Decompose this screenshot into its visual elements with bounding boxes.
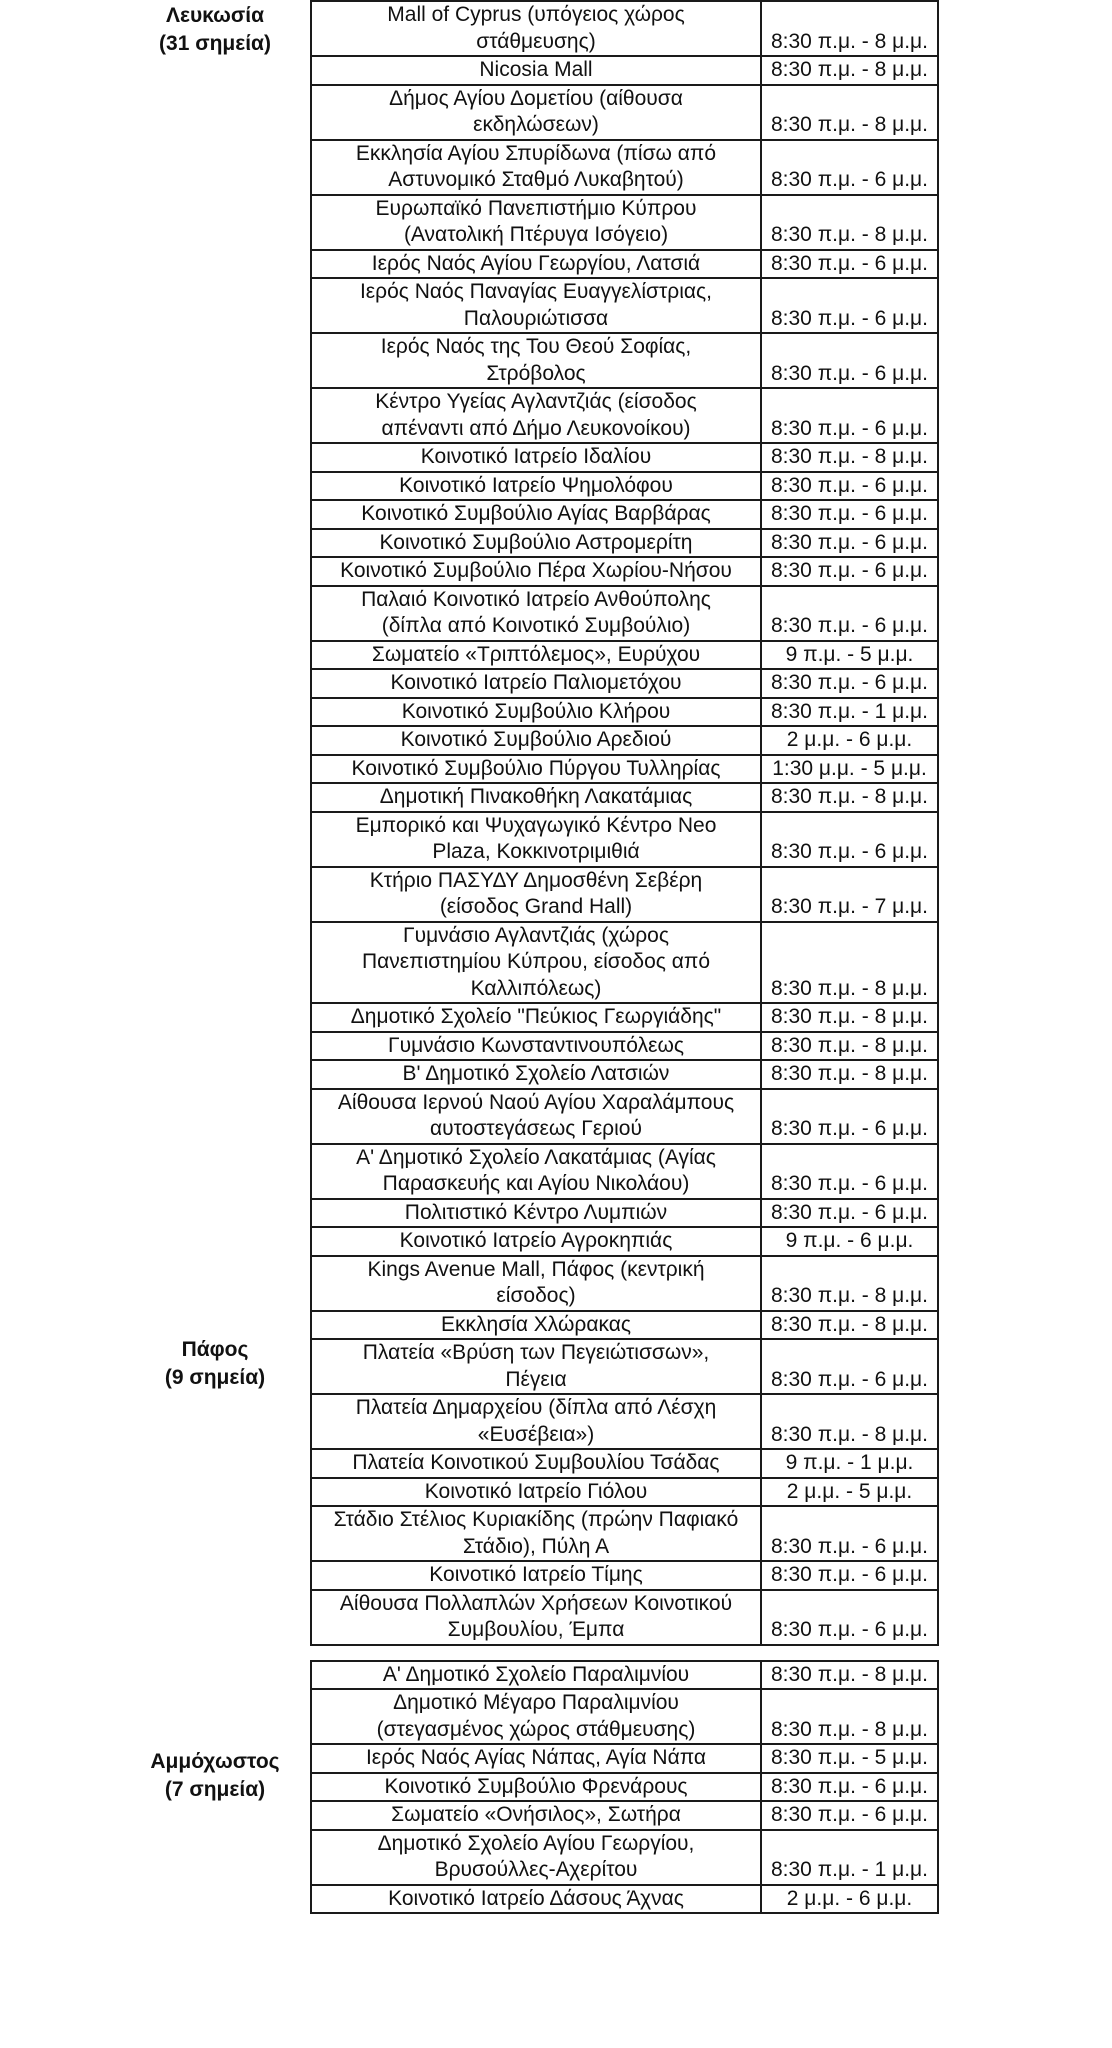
hours-cell: 8:30 π.μ. - 8 μ.μ. [761,443,938,472]
location-cell [311,1661,761,1690]
hours-cell: 8:30 π.μ. - 6 μ.μ. [761,529,938,558]
location-cell [311,1449,761,1478]
hours-cell: 8:30 π.μ. - 1 μ.μ. [761,698,938,727]
table-row [311,1060,938,1089]
location-line: Ιερός Ναός της Του Θεού Σοφίας, [380,335,692,358]
table-row [311,278,938,333]
location-line: Παλουριώτισσα [463,306,609,330]
location-line: Πολιτιστικό Κέντρο Λυμπιών [404,1200,668,1224]
location-cell [311,1561,761,1590]
location-cell [311,1744,761,1773]
table-row [311,1744,938,1773]
location-cell [311,529,761,558]
table-row [311,1256,938,1311]
location-cell [311,443,761,472]
table-row [311,783,938,812]
hours-cell: 8:30 π.μ. - 6 μ.μ. [761,1590,938,1645]
location-line: Παρασκευής και Αγίου Νικολάου) [382,1172,690,1195]
schedule-rows [311,1,938,1913]
region-count: (9 σημεία) [164,1366,266,1389]
location-line: εκδηλώσεων) [473,113,599,136]
location-line: Πλατεία «Βρύση των Πεγειώτισσων», [362,1341,710,1364]
location-cell [311,1144,761,1199]
table-row [311,1394,938,1449]
location-line: Κοινοτικό Ιατρείο Δάσους Άχνας [388,1886,684,1910]
hours-cell: 8:30 π.μ. - 8 μ.μ. [761,783,938,812]
location-line: Κοινοτικό Ιατρείο Ψημολόφου [399,473,673,497]
location-line: Κτήριο ΠΑΣΥΔΥ Δημοσθένη Σεβέρη [369,868,703,892]
table-row [311,195,938,250]
location-cell [311,1256,761,1311]
location-line: Γυμνάσιο Κωνσταντινουπόλεως [388,1033,684,1057]
location-line: αυτοστεγάσεως Γεριού [430,1117,642,1140]
location-line: «Ευσέβεια») [477,1422,595,1446]
location-cell [311,56,761,85]
hours-cell: 8:30 π.μ. - 8 μ.μ. [761,85,938,140]
location-line: Εκκλησία Αγίου Σπυρίδωνα (πίσω από [355,141,717,165]
table-row [311,1144,938,1199]
hours-cell: 8:30 π.μ. - 6 μ.μ. [761,586,938,641]
location-line: Καλλιπόλεως) [470,976,602,1000]
location-line: Δημοτικό Μέγαρο Παραλιμνίου [393,1691,679,1714]
location-line: Κοινοτικό Συμβούλιο Αρεδιού [400,728,672,751]
table-row [311,1478,938,1507]
hours-cell: 8:30 π.μ. - 6 μ.μ. [761,472,938,501]
location-cell [311,1,761,56]
location-cell [311,755,761,784]
location-cell [311,140,761,195]
location-line: Κοινοτικό Ιατρείο Τίμης [429,1563,643,1586]
location-line: Κοινοτικό Ιατρείο Παλιομετόχου [390,671,682,694]
hours-cell: 2 μ.μ. - 5 μ.μ. [761,1478,938,1507]
location-line: Κοινοτικό Ιατρείο Αγροκηπιάς [399,1229,673,1252]
hours-cell: 8:30 π.μ. - 6 μ.μ. [761,388,938,443]
location-line: Kings Avenue Mall, Πάφος (κεντρική [367,1257,705,1281]
location-line: Nicosia Mall [479,58,593,81]
hours-cell: 8:30 π.μ. - 8 μ.μ. [761,1689,938,1744]
table-row [311,1,938,56]
location-line: Βρυσούλλες-Αχερίτου [434,1858,638,1881]
location-line: Mall of Cyprus (υπόγειος χώρος [387,3,685,26]
location-cell [311,1801,761,1830]
location-line: Κοινοτικό Συμβούλιο Φρενάρους [384,1774,688,1798]
location-line: Πλατεία Δημαρχείου (δίπλα από Λέσχη [355,1396,717,1419]
location-cell [311,586,761,641]
location-cell [311,557,761,586]
location-line: Κοινοτικό Ιατρείο Ιδαλίου [420,445,652,468]
table-row [311,1661,938,1690]
hours-cell: 8:30 π.μ. - 8 μ.μ. [761,1256,938,1311]
hours-cell: 8:30 π.μ. - 6 μ.μ. [761,1144,938,1199]
table-row [311,1032,938,1061]
hours-cell: 8:30 π.μ. - 5 μ.μ. [761,1744,938,1773]
hours-cell: 8:30 π.μ. - 8 μ.μ. [761,1032,938,1061]
location-line: Αίθουσα Ιερνού Ναού Αγίου Χαραλάμπους [337,1090,735,1114]
region-nicosia [120,2,310,58]
table-row [311,1199,938,1228]
location-cell [311,1311,761,1340]
table-row [311,1089,938,1144]
location-cell [311,1885,761,1914]
location-cell [311,641,761,670]
hours-cell: 8:30 π.μ. - 6 μ.μ. [761,333,938,388]
location-line: Κοινοτικό Ιατρείο Γιόλου [424,1479,648,1503]
location-line: Ευρωπαϊκό Πανεπιστήμιο Κύπρου [375,196,697,220]
location-line: Γυμνάσιο Αγλαντζιάς (χώρος [403,923,669,947]
location-line: Κέντρο Υγείας Αγλαντζιάς (είσοδος [375,390,697,413]
hours-cell: 8:30 π.μ. - 6 μ.μ. [761,812,938,867]
location-line: Εκκλησία Χλώρακας [441,1312,631,1336]
table-row [311,1311,938,1340]
location-cell [311,669,761,698]
location-line: Δήμος Αγίου Δομετίου (αίθουσα [389,86,683,110]
location-cell [311,388,761,443]
location-cell [311,922,761,1004]
table-row [311,1590,938,1645]
location-line: Κοινοτικό Συμβούλιο Πύργου Τυλληρίας [351,756,721,780]
location-line: Σωματείο «Ονήσιλος», Σωτήρα [391,1803,681,1826]
location-line: Plaza, Κοκκινοτριμιθιά [432,840,640,863]
location-line: Αίθουσα Πολλαπλών Χρήσεων Κοινοτικού [339,1591,733,1615]
location-line: Α' Δημοτικό Σχολείο Λακατάμιας (Αγίας [356,1145,716,1169]
location-cell [311,867,761,922]
location-line: Στρόβολος [486,361,586,385]
table-row [311,1801,938,1830]
table-row [311,388,938,443]
table-row [311,500,938,529]
location-line: (δίπλα από Κοινοτικό Συμβούλιο) [381,614,691,637]
table-row [311,557,938,586]
location-line: Κοινοτικό Συμβούλιο Κλήρου [401,699,671,723]
table-row [311,586,938,641]
location-line: Α' Δημοτικό Σχολείο Παραλιμνίου [382,1662,690,1686]
location-line: Ιερός Ναός Αγίας Νάπας, Αγία Νάπα [365,1746,707,1769]
location-line: (Ανατολική Πτέρυγα Ισόγειο) [403,223,669,246]
hours-cell: 8:30 π.μ. - 8 μ.μ. [761,922,938,1004]
location-line: Κοινοτικό Συμβούλιο Πέρα Χωρίου-Νήσου [340,559,732,582]
table-row [311,1449,938,1478]
location-cell [311,1003,761,1032]
location-cell [311,1830,761,1885]
hours-cell: 8:30 π.μ. - 8 μ.μ. [761,1,938,56]
location-line: Κοινοτικό Συμβούλιο Αγίας Βαρβάρας [361,502,711,525]
location-cell [311,698,761,727]
location-line: Αστυνομικό Σταθμό Λυκαβητού) [388,168,684,191]
table-row [311,1773,938,1802]
schedule-table [310,0,939,1914]
hours-cell: 8:30 π.μ. - 6 μ.μ. [761,1801,938,1830]
hours-cell: 8:30 π.μ. - 6 μ.μ. [761,278,938,333]
table-row [311,669,938,698]
hours-cell: 1:30 μ.μ. - 5 μ.μ. [761,755,938,784]
location-line: στάθμευσης) [476,29,596,53]
hours-cell: 8:30 π.μ. - 6 μ.μ. [761,1561,938,1590]
hours-cell: 8:30 π.μ. - 6 μ.μ. [761,557,938,586]
region-name: Πάφος [181,1338,249,1361]
location-line: Πέγεια [505,1367,567,1391]
table-row [311,472,938,501]
hours-cell: 8:30 π.μ. - 6 μ.μ. [761,140,938,195]
location-cell [311,1089,761,1144]
location-cell [311,85,761,140]
table-row [311,529,938,558]
table-row [311,1227,938,1256]
location-cell [311,1227,761,1256]
location-cell [311,250,761,279]
hours-cell: 8:30 π.μ. - 8 μ.μ. [761,1003,938,1032]
table-row [311,56,938,85]
table-row [311,698,938,727]
table-row [311,333,938,388]
location-line: Β' Δημοτικό Σχολείο Λατσιών [402,1062,670,1085]
table-row [311,726,938,755]
table-row [311,922,938,1004]
table-row [311,867,938,922]
table-row [311,812,938,867]
hours-cell: 2 μ.μ. - 6 μ.μ. [761,726,938,755]
location-cell [311,783,761,812]
location-line: Εμπορικό και Ψυχαγωγικό Κέντρο Neo [355,813,717,837]
hours-cell: 8:30 π.μ. - 8 μ.μ. [761,195,938,250]
table-row [311,641,938,670]
location-cell [311,1394,761,1449]
location-cell [311,500,761,529]
table-row [311,1561,938,1590]
location-cell [311,333,761,388]
region-count: (7 σημεία) [164,1778,266,1801]
location-line: Πανεπιστημίου Κύπρου, είσοδος από [361,950,711,973]
location-cell [311,726,761,755]
table-row [311,1339,938,1394]
location-cell [311,195,761,250]
hours-cell: 8:30 π.μ. - 8 μ.μ. [761,1060,938,1089]
location-line: Δημοτικό Σχολείο "Πεύκιος Γεωργιάδης" [350,1005,722,1028]
table-row [311,1003,938,1032]
hours-cell: 8:30 π.μ. - 7 μ.μ. [761,867,938,922]
location-line: (είσοδος Grand Hall) [439,895,633,918]
location-line: Πλατεία Κοινοτικού Συμβουλίου Τσάδας [352,1451,720,1474]
location-cell [311,1199,761,1228]
location-cell [311,1506,761,1561]
location-line: Συμβουλίου, Έμπα [447,1618,625,1641]
location-cell [311,1689,761,1744]
hours-cell: 8:30 π.μ. - 8 μ.μ. [761,1661,938,1690]
hours-cell: 8:30 π.μ. - 6 μ.μ. [761,669,938,698]
location-cell [311,1032,761,1061]
location-line: Στάδιο Στέλιος Κυριακίδης (πρώην Παφιακό [333,1508,739,1531]
region-name: Αμμόχωστος [150,1750,280,1773]
region-paphos [120,1336,310,1392]
location-line: Κοινοτικό Συμβούλιο Αστρομερίτη [379,530,693,554]
hours-cell: 8:30 π.μ. - 1 μ.μ. [761,1830,938,1885]
table-row [311,1885,938,1914]
table-row [311,1506,938,1561]
region-name: Λευκωσία [165,4,265,27]
location-line: Στάδιο), Πύλη Α [462,1534,610,1558]
location-cell [311,1590,761,1645]
hours-cell: 9 π.μ. - 6 μ.μ. [761,1227,938,1256]
location-line: Παλαιό Κοινοτικό Ιατρείο Ανθούπολης [361,587,711,611]
location-cell [311,278,761,333]
location-cell [311,1339,761,1394]
location-line: Δημοτικό Σχολείο Αγίου Γεωργίου, [377,1831,695,1855]
hours-cell: 8:30 π.μ. - 6 μ.μ. [761,1199,938,1228]
hours-cell: 8:30 π.μ. - 6 μ.μ. [761,1773,938,1802]
table-row [311,250,938,279]
hours-cell: 8:30 π.μ. - 6 μ.μ. [761,500,938,529]
hours-cell: 2 μ.μ. - 6 μ.μ. [761,1885,938,1914]
region-count: (31 σημεία) [159,32,271,55]
location-line: (στεγασμένος χώρος στάθμευσης) [376,1717,696,1741]
hours-cell: 8:30 π.μ. - 8 μ.μ. [761,56,938,85]
hours-cell: 8:30 π.μ. - 6 μ.μ. [761,1339,938,1394]
table-row [311,1689,938,1744]
region-famagusta [120,1748,310,1804]
section-gap-cell [311,1645,938,1661]
location-line: απέναντι από Δήμο Λευκονοίκου) [381,416,691,440]
hours-cell: 8:30 π.μ. - 6 μ.μ. [761,1506,938,1561]
table-row [311,755,938,784]
hours-cell: 8:30 π.μ. - 8 μ.μ. [761,1311,938,1340]
location-cell [311,1060,761,1089]
section-gap [311,1645,938,1661]
location-line: Ιερός Ναός Παναγίας Ευαγγελίστριας, [359,280,713,303]
table-row [311,85,938,140]
location-cell [311,1773,761,1802]
hours-cell: 9 π.μ. - 5 μ.μ. [761,641,938,670]
table-row [311,140,938,195]
location-cell [311,1478,761,1507]
location-line: Δημοτική Πινακοθήκη Λακατάμιας [379,785,693,808]
location-line: Ιερός Ναός Αγίου Γεωργίου, Λατσιά [371,251,701,275]
hours-cell: 8:30 π.μ. - 8 μ.μ. [761,1394,938,1449]
hours-cell: 8:30 π.μ. - 6 μ.μ. [761,250,938,279]
location-line: είσοδος) [496,1284,576,1307]
table-row [311,443,938,472]
location-line: Σωματείο «Τριπτόλεμος», Ευρύχου [371,642,701,666]
hours-cell: 8:30 π.μ. - 6 μ.μ. [761,1089,938,1144]
location-cell [311,472,761,501]
hours-cell: 9 π.μ. - 1 μ.μ. [761,1449,938,1478]
location-cell [311,812,761,867]
table-row [311,1830,938,1885]
